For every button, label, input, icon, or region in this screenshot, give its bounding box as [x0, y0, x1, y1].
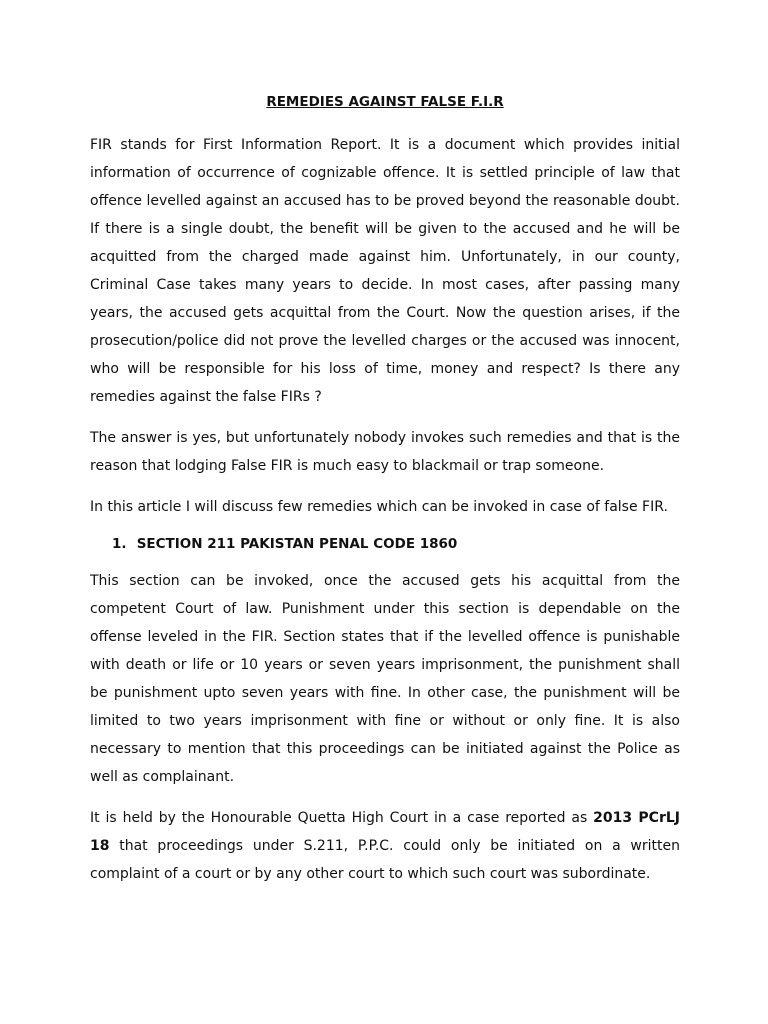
article-scope-paragraph: In this article I will discuss few remedies which can be invoked in case of false FIR. [90, 499, 668, 515]
document-title: REMEDIES AGAINST FALSE F.I.R [266, 94, 504, 110]
section-paragraph: This section can be invoked, once the accused gets his acquittal from the competent Court of law. Punishment under this section is dependable on the offense leveled in the FIR. Section states that if the levelled offence is punishable with death or life or 10 years or seven years imprisonment, the punishment shall be punishment upto seven years with fine. In other case, the punishment will be limited to two years imprisonment with fine or without or only fine. It is also necessary to mention that this proceedings can be initiated against the Police as well as complainant. [90, 573, 680, 785]
case-intro: It is held by the Honourable Quetta High Court in a case reported as [90, 810, 588, 826]
intro-paragraph: FIR stands for First Information Report. It is a document which provides initial information of occurrence of cognizable offence. It is settled principle of law that offence levelled against an accused has to be proved beyond the reasonable doubt. If there is a single doubt, the benefit will be given to the accused and he will be acquitted from the charged made against him. Unfortunately, in our county, Criminal Case takes many years to decide. In most cases, after passing many years, the accused gets acquittal from the Court. Now the question arises, if the prosecution/police did not prove the levelled charges or the accused was innocent, who will be responsible for his loss of time, money and respect? Is there any remedies against the false FIRs ? [90, 137, 680, 405]
answer-paragraph: The answer is yes, but unfortunately nobody invokes such remedies and that is the reason that lodging False FIR is much easy to blackmail or trap someone. [90, 430, 680, 474]
case-rest: that proceedings under S.211, P.P.C. could only be initiated on a written complaint of a court or by any other court to which such court was subordinate. [90, 838, 680, 882]
section-heading [112, 534, 680, 554]
section-number: 1. [112, 536, 127, 552]
section-heading-text: SECTION 211 PAKISTAN PENAL CODE 1860 [136, 536, 458, 552]
case-paragraph [90, 804, 680, 888]
case-citation: 2013 PCrLJ 18 [90, 810, 680, 854]
